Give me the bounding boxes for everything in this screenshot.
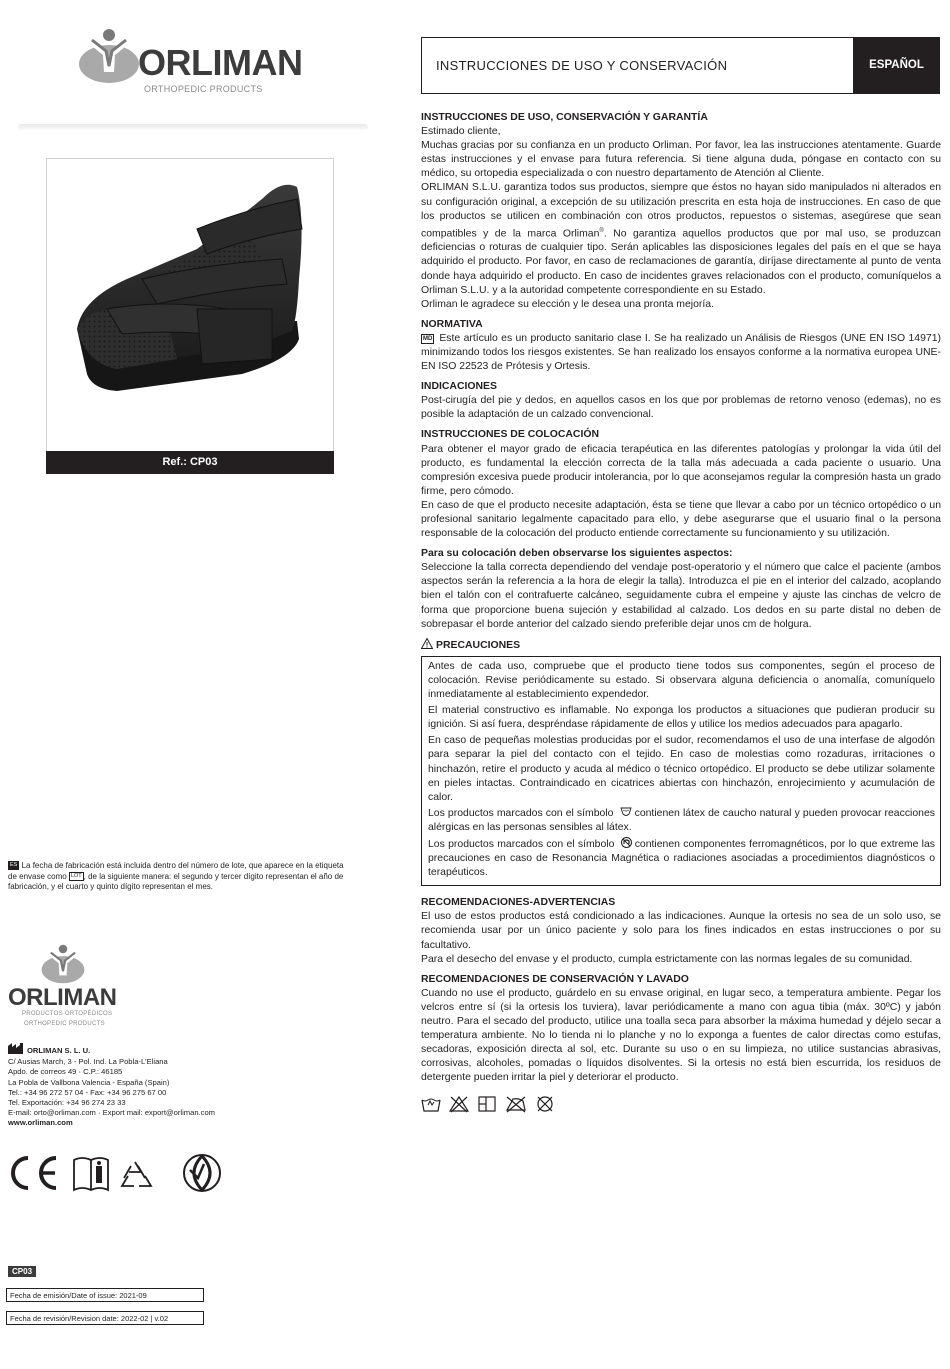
- orliman-logo-top: [78, 28, 308, 98]
- colocacion-paragraph-2: En caso de que el producto necesite adaptación, ésta se tiene que llevar a cabo por un técnico ortopédico o un profesional sanitario legalmente capacitado para ello, y debe asegurarse que el usuario final o la persona responsable de la colocación del producto entiende correctamente su funcionamiento y su utilización.: [421, 499, 941, 540]
- warranty-paragraph: [421, 181, 941, 297]
- brand-name: ORLIMAN: [138, 42, 303, 83]
- normativa-paragraph: [421, 332, 941, 374]
- brand-tagline: ORTHOPEDIC PRODUCTS: [144, 84, 263, 94]
- section-title-conservacion: RECOMENDACIONES DE CONSERVACIÓN Y LAVADO: [421, 973, 689, 985]
- product-code-badge: CP03: [8, 1266, 36, 1277]
- precauciones-paragraph-3: En caso de pequeñas molestias producidas por el sudor, recomendamos el uso de una interfase de algodón para separar la piel del contacto con el tejido. En caso de molestias como rozaduras, irritaciones o hinchazón, retire el producto y acuda al médico o técnico ortopédico. El producto se debe utilizar solamente en pieles intactas. Contraindicado en cicatrices abiertas con hinchazón, enrojecimiento y acumulación de calor.: [428, 735, 935, 803]
- magnetic-icon: [621, 837, 632, 848]
- company-address-2: Apdo. de correos 49 · C.P.: 46185: [8, 1067, 123, 1077]
- colocacion-paragraph-1: Para obtener el mayor grado de eficacia terapéutica en las diferentes patologías y prolongar la vida útil del producto, es fundamental la elección correcta de la talla más adecuada a cada paciente o usuario. Una compresión excesiva puede producir intolerancia, por lo que aconsejamos regular la compresión hasta un grado firme, pero cómodo.: [421, 443, 941, 497]
- section-title-aspectos: Para su colocación deben observarse los siguientes aspectos:: [421, 548, 733, 560]
- section-title-precauciones: [421, 638, 941, 653]
- section-title-indicaciones: INDICACIONES: [421, 381, 497, 393]
- recomendaciones-paragraph-2: Para el desecho del envase y el producto, cumpla estrictamente con las normas legales de su comunidad.: [421, 953, 913, 965]
- product-reference-bar: Ref.: CP03: [46, 451, 334, 474]
- brand-tagline-es: PRODUCTOS ORTOPÉDICOS: [22, 1011, 113, 1017]
- instructions-content: [421, 111, 941, 1113]
- language-label: ESPAÑOL: [853, 37, 940, 94]
- no-dry-clean-icon: [535, 1095, 555, 1113]
- company-export-phone: Tel. Exportación: +34 96 274 23 33: [8, 1098, 126, 1108]
- warning-icon: [421, 638, 433, 649]
- recycle-icon: [122, 1162, 151, 1186]
- language-badge: ES: [10, 862, 18, 869]
- medical-device-badge: MD: [423, 335, 433, 342]
- no-bleach-icon: [449, 1095, 469, 1113]
- precauciones-paragraph-2: El material constructivo es inflamable. No exponga los productos a situaciones que pudieran producir su ignición. Si así fuera, despréndase rápidamente de ellos y utilice los medios adecuados para apagarlo.: [428, 705, 935, 731]
- indicaciones-paragraph: Post-cirugía del pie y dedos, en aquellos casos en los que por problemas de retorno venoso (edemas), no es posible la adaptación de un calzado convencional.: [421, 395, 941, 421]
- magnetic-text-2: contienen componentes ferromagnéticos, por lo que extreme las precauciones en caso de Resonancia Magnética o radiaciones asociadas a procedimientos diagnósticos o terapéuticos.: [428, 838, 935, 879]
- section-title-recomendaciones: RECOMENDACIONES-ADVERTENCIAS: [421, 897, 616, 909]
- conservacion-paragraph: Cuando no use el producto, guárdelo en su envase original, en lugar seco, a temperatura ambiente. Pegar los velcros entre sí (si la ortesis los tuviera), lavar periódicamente a mano con agua tibia (máx. 30ºC) y jabón neutro. Para el secado del producto, utilice una toalla seca para absorber la máxima humedad y déjelo secar a temperatura ambiente. No lo tienda ni lo planche y no lo exponga a fuentes de calor directas como estufas, secadoras, exposición directa al sol, etc. Durante su uso o en su limpieza, no utilice sustancias abrasivas, corrosivas, alcoholes, pomadas o líquidos disolventes. Si la ortesis no está bien escurrida, los residuos de detergente pueden irritar la piel y deteriorar el producto.: [421, 987, 941, 1084]
- normativa-text: Este artículo es un producto sanitario clase I. Se ha realizado un Análisis de Riesgos (UNE EN ISO 14971) minimizando todos los riesgos existentes. Se han realizado los ensayos conforme a la normativa europea UNE-EN ISO 22523 de Prótesis y Ortesis.: [421, 332, 941, 373]
- orliman-figure-small-icon: [40, 944, 86, 984]
- latex-text-2: contienen látex de caucho natural y pueden provocar reacciones alérgicas en las personas sensibles al látex.: [428, 807, 935, 833]
- precauciones-paragraph-magnetic: [428, 837, 935, 880]
- latex-text-1: Los productos marcados con el símbolo: [428, 807, 614, 819]
- orliman-figure-icon: [78, 28, 140, 84]
- product-image-box: [46, 158, 334, 474]
- greeting: Estimado cliente,: [421, 126, 501, 138]
- header-divider: [18, 124, 368, 130]
- no-tumble-dry-icon: [477, 1095, 497, 1113]
- brand-tagline-small: ORTHOPEDIC PRODUCTS: [24, 1021, 105, 1027]
- thanks-paragraph: Orliman le agradece su elección y le desea una pronta mejoría.: [421, 298, 714, 310]
- warranty-text-1: ORLIMAN S.L.U. garantiza todos sus productos, siempre que éstos no hayan sido manipulados ni alterados en su configuración original, a excepción de su utilización prescrita en esta hoja de instrucciones. En caso de que los productos se utilicen en combinación con otros productos, repuestos o sistemas, asegúrese que sean compatibles y de la marca Orliman: [421, 182, 941, 240]
- ce-mark-icon: [13, 1158, 56, 1188]
- lot-note-text-1: La fecha de fabricación está incluida dentro del número de lote, que aparece en la etiqueta de envase como: [8, 861, 344, 881]
- magnetic-text-1: Los productos marcados con el símbolo: [428, 838, 615, 850]
- company-email: E-mail: orto@orliman.com · Export mail: export@orliman.com: [8, 1108, 216, 1118]
- company-phone: Tel.: +34 96 272 57 04 - Fax: +34 96 275 67 00: [8, 1087, 167, 1097]
- latex-icon: [620, 807, 632, 817]
- lot-badge: LOT: [70, 872, 82, 879]
- issue-date: Fecha de emisión/Date of issue: 2021-09: [6, 1288, 204, 1302]
- green-dot-icon: [184, 1155, 220, 1191]
- instructions-icon: [74, 1158, 108, 1190]
- lot-note-text-2: , de la siguiente manera: el segundo y tercer dígito representan el año de fabricación, y el cuarto y quinto dígito representan el mes.: [8, 871, 344, 891]
- warranty-text-2: . No garantiza aquellos productos que por mal uso, se produzcan deficiencias o roturas de cualquier tipo. Serán aplicables las disposiciones legales del país en el que se haya adquirido el producto. Por favor, en caso de reclamaciones de garantía, diríjase directamente al punto de venta donde haya adquirido el producto. En caso de incidentes graves relacionados con el producto, comuníquelos a Orliman S.L.U. y a la autoridad competente correspondiente en su Estado.: [421, 228, 941, 296]
- section-title-colocacion: INSTRUCCIONES DE COLOCACIÓN: [421, 429, 600, 441]
- revision-date: Fecha de revisión/Revision date: 2022-02 | v.02: [6, 1311, 204, 1325]
- brand-name-small: ORLIMAN: [8, 984, 117, 1011]
- intro-paragraph: Muchas gracias por su confianza en un producto Orliman. Por favor, lea las instrucciones atentamente. Guarde estas instrucciones y el envase para futura referencia. Si tiene alguna duda, póngase en contacto con su médico, su ortopedia especializada o con nuestro departamento de Atención al Cliente.: [421, 140, 941, 180]
- section-title-normativa: NORMATIVA: [421, 318, 483, 330]
- company-address-3: La Pobla de Vallbona Valencia - España (Spain): [8, 1077, 170, 1087]
- document-title: INSTRUCCIONES DE USO Y CONSERVACIÓN: [436, 58, 728, 73]
- company-address-1: C/ Ausias March, 3 - Pol. Ind. La Pobla-L'Eliana: [8, 1057, 168, 1067]
- orliman-logo-bottom: [8, 944, 158, 1034]
- hand-wash-icon: [421, 1095, 441, 1113]
- recomendaciones-paragraph-1: El uso de estos productos está condicionado a las indicaciones. Aunque la ortesis no sea de un solo uso, se recomienda usar por un único paciente y solo para los fines indicados en estas instrucciones o por su facultativo.: [421, 911, 941, 951]
- certification-symbols: [8, 1152, 228, 1194]
- registered-mark: ®: [599, 227, 604, 234]
- precauciones-paragraph-latex: [428, 807, 935, 835]
- company-name: ORLIMAN S. L. U.: [27, 1046, 91, 1055]
- precauciones-paragraph-1: Antes de cada uso, compruebe que el producto tiene todos sus componentes, según el proceso de colocación. Revise periódicamente su estado. Si observara alguna deficiencia o anomalía, comuníquelo inmediatamente al establecimiento expendedor.: [428, 660, 935, 701]
- section-title-warranty: INSTRUCCIONES DE USO, CONSERVACIÓN Y GARANTÍA: [421, 112, 708, 123]
- precautions-box: [421, 656, 941, 886]
- post-op-shoe-image: [47, 159, 333, 451]
- manufacturer-icon: [8, 1043, 24, 1054]
- lot-date-note: [8, 861, 353, 893]
- precauciones-title-text: PRECAUCIONES: [436, 639, 521, 651]
- aspectos-paragraph: Seleccione la talla correcta dependiendo del vendaje post-operatorio y el número que calce el paciente (ambos aspectos serán la referencia a la hora de elegir la talla). Introduzca el pie en el interior del calzado, acoplando bien el talón con el contrafuerte calcáneo, seguidamente cubra el empeine y ajuste las cinchas de velcro de forma que proporcione buena sujeción y estabilidad al calzado. Los dedos en su parte distal no deben de sobrepasar el borde anterior del calzado siendo preferible dejar unos cm de holgura.: [421, 562, 941, 630]
- company-website: www.orliman.com: [8, 1118, 73, 1128]
- no-iron-icon: [505, 1095, 527, 1113]
- company-info: [8, 1043, 308, 1129]
- care-symbols: [421, 1095, 941, 1113]
